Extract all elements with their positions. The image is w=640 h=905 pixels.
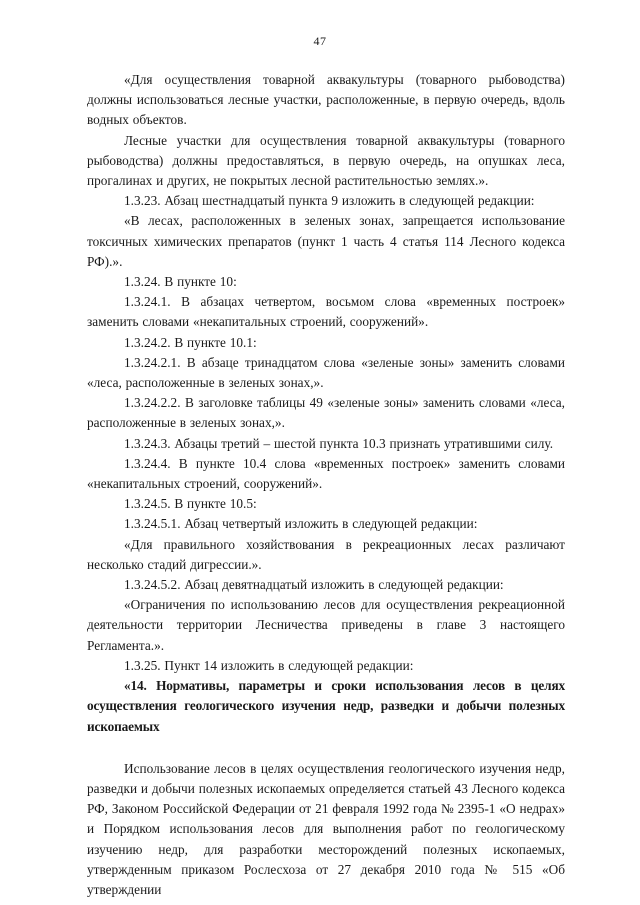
paragraph-1-3-25: 1.3.25. Пункт 14 изложить в следующей редакции: <box>124 657 414 673</box>
section-heading-14: «14. Нормативы, параметры и сроки использования лесов в целях осуществления геологического изучения недр, разведки и добычи полезных ископаемых <box>87 678 565 734</box>
paragraph-green-zones-quote: «В лесах, расположенных в зеленых зонах, запрещается использование токсичных химических препаратов (пункт 1 часть 4 статья 114 Лесного кодекса РФ).». <box>87 213 565 269</box>
paragraph-restrictions-quote: «Ограничения по использованию лесов для осуществления рекреационной деятельности территории Лесничества приведены в главе 3 настоящего Регламента.». <box>87 597 565 653</box>
paragraph-1-3-24-4: 1.3.24.4. В пункте 10.4 слова «временных построек» заменить словами «некапитальных строений, сооружений». <box>87 455 565 492</box>
paragraph-1-3-24-3: 1.3.24.3. Абзацы третий – шестой пункта 10.3 признать утратившими силу. <box>124 435 554 451</box>
paragraph-1-3-24-5: 1.3.24.5. В пункте 10.5: <box>124 496 257 512</box>
paragraph-aquaculture-provision: Лесные участки для осуществления товарной аквакультуры (товарного рыбоводства) должны предоставляться, в первую очередь, на опушках леса, прогалинах и других, не покрытых лесной растительностью землях.». <box>87 132 565 189</box>
paragraph-1-3-24-2-2: 1.3.24.2.2. В заголовке таблицы 49 «зеленые зоны» заменить словами «леса, расположенные в зеленых зонах,». <box>87 395 565 431</box>
document-body <box>87 70 565 900</box>
paragraph-1-3-24-2-1: 1.3.24.2.1. В абзаце тринадцатом слова «зеленые зоны» заменить словами «леса, расположенные в зеленых зонах,». <box>87 354 565 391</box>
paragraph-1-3-24-2: 1.3.24.2. В пункте 10.1: <box>124 334 257 350</box>
paragraph-aquaculture-use: «Для осуществления товарной аквакультуры (товарного рыбоводства) должны использоваться лесные участки, расположенные, в первую очередь, вдоль водных объектов. <box>87 72 565 128</box>
page-number: 47 <box>313 34 327 48</box>
paragraph-1-3-24: 1.3.24. В пункте 10: <box>124 274 237 290</box>
paragraph-1-3-23: 1.3.23. Абзац шестнадцатый пункта 9 изложить в следующей редакции: <box>124 193 535 209</box>
paragraph-geological-use: Использование лесов в целях осуществления геологического изучения недр, разведки и добычи полезных ископаемых определяется статьей 43 Лесного кодекса РФ, Законом Российской Федерации от 21 февраля 1992 года № 2395-1 «О недрах» и Порядком использования лесов для выполнения работ по геологическому изучению недр, для разработки месторождений полезных ископаемых, утвержденным приказом Рослесхоза от 27 декабря 2010 года № 515 «Об утверждении <box>87 760 565 897</box>
paragraph-digression-quote: «Для правильного хозяйствования в рекреационных лесах различают несколько стадий дигрессии.». <box>87 536 565 572</box>
paragraph-1-3-24-5-1: 1.3.24.5.1. Абзац четвертый изложить в следующей редакции: <box>124 516 478 532</box>
paragraph-1-3-24-5-2: 1.3.24.5.2. Абзац девятнадцатый изложить в следующей редакции: <box>124 577 504 593</box>
paragraph-1-3-24-1: 1.3.24.1. В абзацах четвертом, восьмом слова «временных построек» заменить словами «некапитальных строений, сооружений». <box>87 294 565 330</box>
section-gap <box>87 737 565 759</box>
